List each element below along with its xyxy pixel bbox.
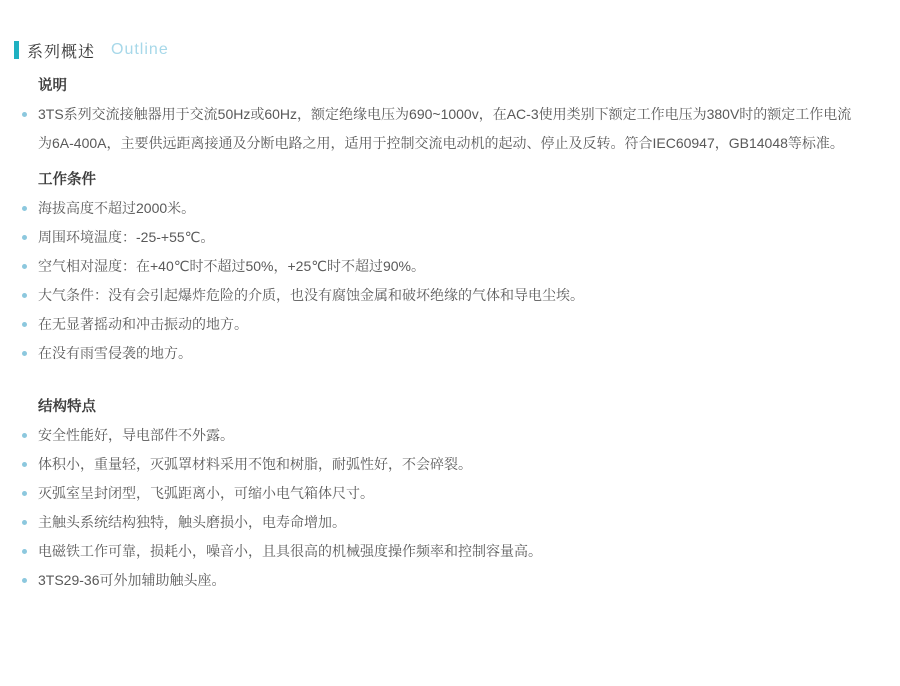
outline-page <box>0 40 900 686</box>
list-item-text: 灭弧室呈封闭型，飞弧距离小，可缩小电气箱体尺寸。 <box>38 485 374 501</box>
list-item-text: 周围环境温度：-25-+55℃。 <box>38 229 215 245</box>
outline-content <box>0 78 900 595</box>
bullet-dot <box>22 520 27 525</box>
list-item <box>38 223 864 252</box>
list-item-text: 3TS系列交流接触器用于交流50Hz或60Hz，额定绝缘电压为690~1000v，在AC-3使用类别下额定工作电压为380V时的额定工作电流为6A-400A，主要供远距离接通及分断电路之用，适用于控制交流电动机的起动、停止及反转。符合IEC60947，GB14048等标准。 <box>38 106 852 151</box>
section-heading: 工作条件 <box>38 172 96 188</box>
list-item <box>38 310 864 339</box>
list-item <box>38 479 864 508</box>
bullet-dot <box>22 549 27 554</box>
list-item <box>38 508 864 537</box>
bullet-dot <box>22 112 27 117</box>
bullet-dot <box>22 322 27 327</box>
list-item <box>38 537 864 566</box>
list-item-text: 体积小，重量轻，灭弧罩材料采用不饱和树脂，耐弧性好，不会碎裂。 <box>38 456 472 472</box>
bullet-list <box>38 194 864 368</box>
content-section <box>38 172 864 368</box>
bullet-dot <box>22 433 27 438</box>
page-title-cn: 系列概述 <box>27 43 96 61</box>
bullet-dot <box>22 351 27 356</box>
page-title-en: Outline <box>111 41 169 58</box>
bullet-list <box>38 421 864 595</box>
list-item-text: 大气条件：没有会引起爆炸危险的介质，也没有腐蚀金属和破坏绝缘的气体和导电尘埃。 <box>38 287 584 303</box>
list-item <box>38 252 864 281</box>
bullet-dot <box>22 235 27 240</box>
section-title-header <box>14 40 900 60</box>
list-item <box>38 421 864 450</box>
list-item <box>38 281 864 310</box>
header-accent-bar <box>14 41 19 59</box>
section-heading: 说明 <box>38 78 67 94</box>
list-item <box>38 339 864 368</box>
bullet-dot <box>22 293 27 298</box>
list-item-text: 在无显著摇动和冲击振动的地方。 <box>38 316 248 332</box>
list-item-text: 安全性能好，导电部件不外露。 <box>38 427 234 443</box>
content-section <box>38 78 864 158</box>
list-item-text: 空气相对湿度：在+40℃时不超过50%，+25℃时不超过90%。 <box>38 258 425 274</box>
list-item <box>38 566 864 595</box>
list-item <box>38 194 864 223</box>
section-heading: 结构特点 <box>38 399 96 415</box>
list-item-text: 主触头系统结构独特，触头磨损小，电寿命增加。 <box>38 514 346 530</box>
bullet-dot <box>22 206 27 211</box>
list-item-text: 海拔高度不超过2000米。 <box>38 200 196 216</box>
bullet-dot <box>22 491 27 496</box>
bullet-list <box>38 100 864 158</box>
list-item <box>38 100 864 158</box>
list-item-text: 3TS29-36可外加辅助触头座。 <box>38 572 226 588</box>
bullet-dot <box>22 578 27 583</box>
bullet-dot <box>22 462 27 467</box>
list-item-text: 在没有雨雪侵袭的地方。 <box>38 345 192 361</box>
content-section <box>38 399 864 595</box>
list-item-text: 电磁铁工作可靠，损耗小，噪音小，且具很高的机械强度操作频率和控制容量高。 <box>38 543 542 559</box>
bullet-dot <box>22 264 27 269</box>
list-item <box>38 450 864 479</box>
